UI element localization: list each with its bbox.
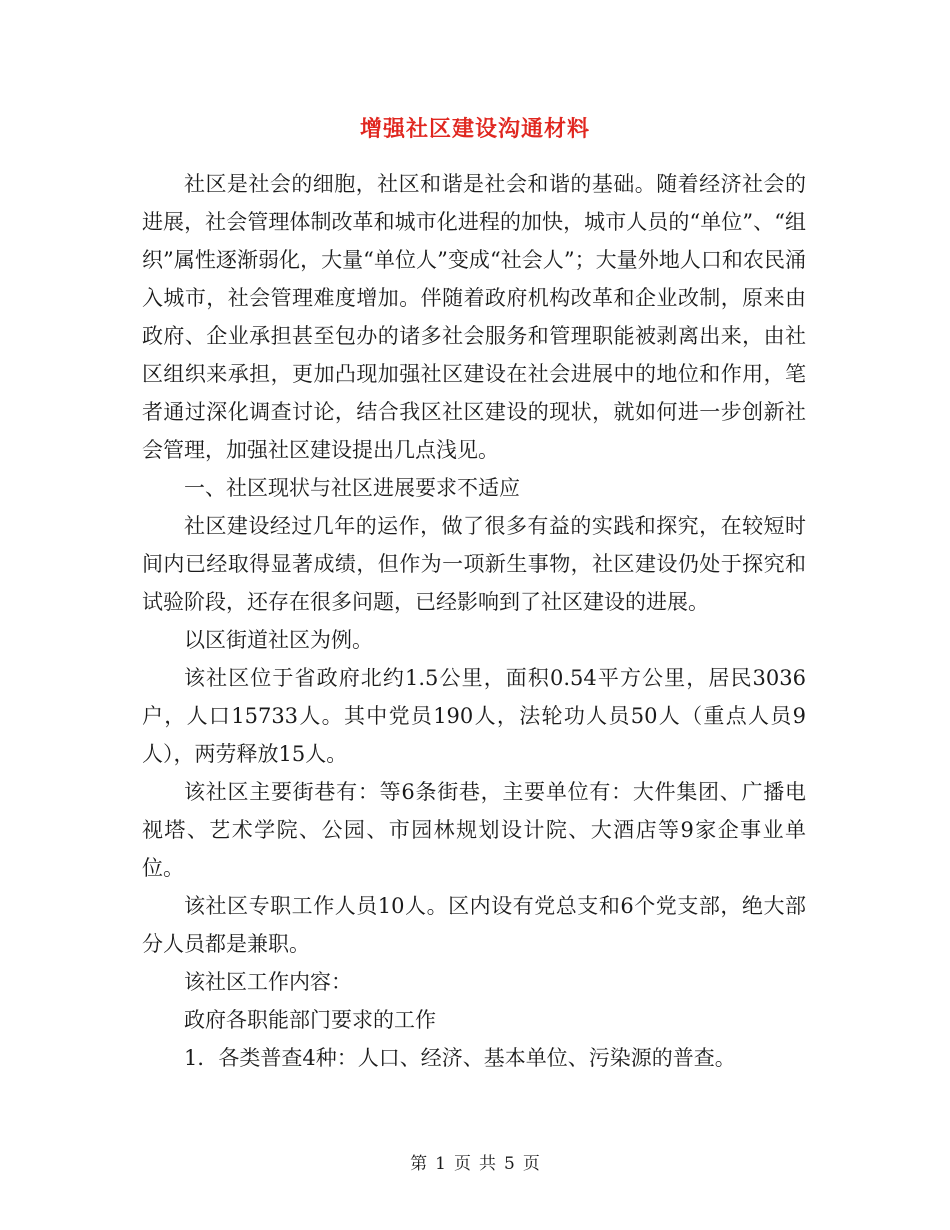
paragraph-intro: 社区是社会的细胞，社区和谐是社会和谐的基础。随着经济社会的进展，社会管理体制改革和城市化进程的加快，城市人员的“单位”、“组织”属性逐渐弱化，大量“单位人”变成“社会人”；大量外地人口和农民涌入城市，社会管理难度增加。伴随着政府机构改革和企业改制，原来由政府、企业承担甚至包办的诸多社会服务和管理职能被剥离出来，由社区组织来承担，更加凸现加强社区建设在社会进展中的地位和作用，笔者通过深化调查讨论，结合我区社区建设的现状，就如何进一步创新社会管理，加强社区建设提出几点浅见。 bbox=[142, 172, 806, 462]
paragraph: 该社区主要街巷有：等6条街巷，主要单位有：大件集团、广播电视塔、艺术学院、公园、市园林规划设计院、大酒店等9家企事业单位。 bbox=[142, 780, 806, 880]
paragraph: 社区建设经过几年的运作，做了很多有益的实践和探究，在较短时间内已经取得显著成绩，但作为一项新生事物，社区建设仍处于探究和试验阶段，还存在很多问题，已经影响到了社区建设的进展。 bbox=[142, 514, 806, 614]
document-title: 增强社区建设沟通材料 bbox=[359, 116, 590, 142]
page-footer bbox=[0, 1152, 950, 1176]
footer-page-number: 1 bbox=[435, 1154, 446, 1174]
paragraph: 该社区位于省政府北约1.5公里，面积0.54平方公里，居民3036户，人口15733人。其中党员190人，法轮功人员50人（重点人员9人），两劳释放15人。 bbox=[142, 666, 806, 766]
footer-total-unit: 页 bbox=[522, 1154, 540, 1174]
section-heading-1: 一、社区现状与社区进展要求不适应 bbox=[184, 476, 520, 500]
document-body bbox=[142, 165, 806, 1077]
paragraph: 以区街道社区为例。 bbox=[184, 628, 373, 652]
footer-page-label: 第 bbox=[410, 1154, 428, 1174]
list-item: 1．各类普查4种：人口、经济、基本单位、污染源的普查。 bbox=[184, 1046, 736, 1070]
footer-page-unit: 页 bbox=[454, 1154, 471, 1174]
paragraph: 该社区工作内容： bbox=[184, 970, 352, 994]
footer-total-pages: 5 bbox=[504, 1154, 515, 1174]
footer-total-label: 共 bbox=[479, 1154, 496, 1174]
paragraph: 该社区专职工作人员10人。区内设有党总支和6个党支部，绝大部分人员都是兼职。 bbox=[142, 894, 806, 956]
paragraph: 政府各职能部门要求的工作 bbox=[184, 1008, 436, 1032]
